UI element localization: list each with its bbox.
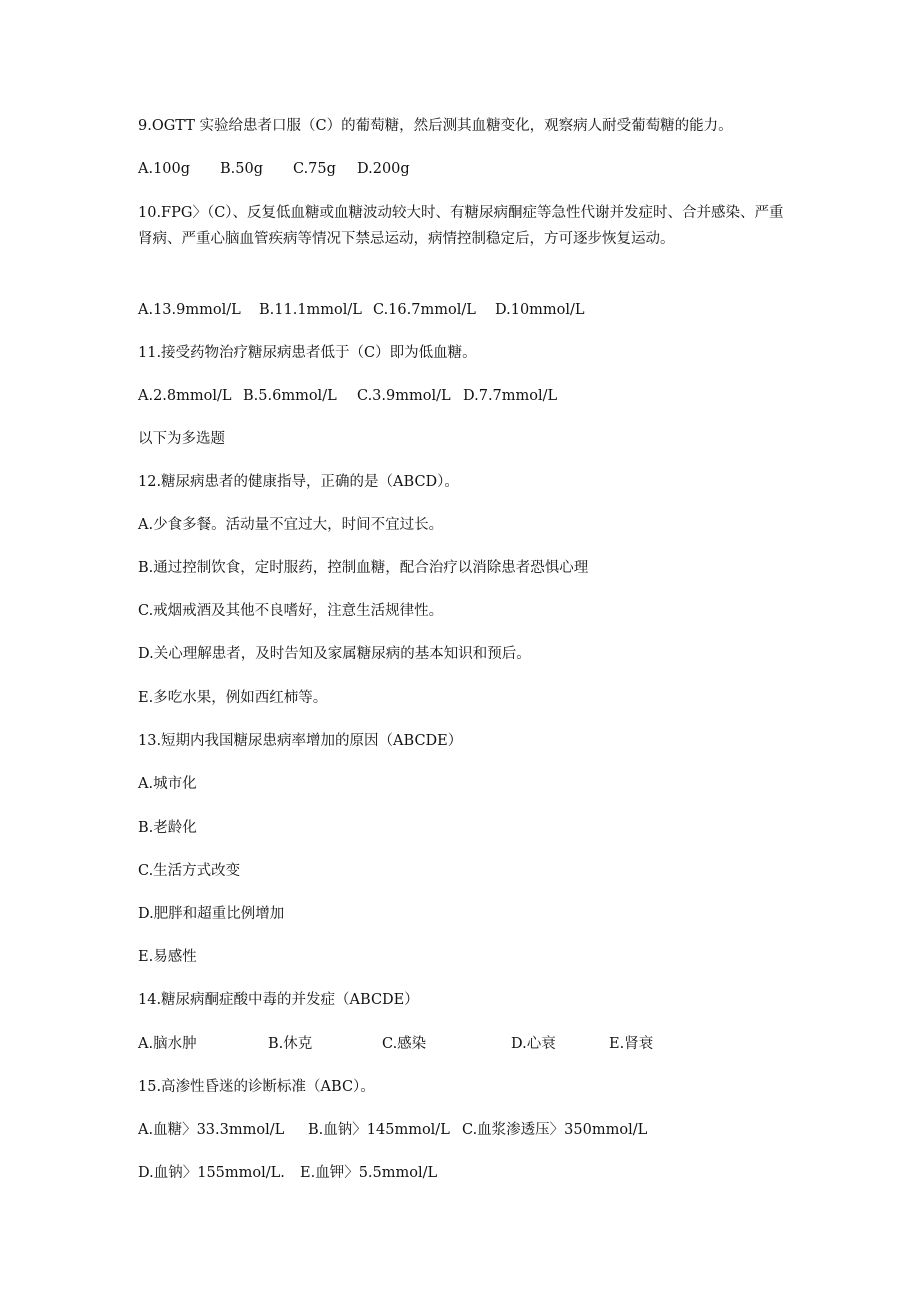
question-11-option-d: D.7.7mmol/L [463, 388, 558, 404]
question-9-option-b: B.50g [220, 161, 263, 177]
question-9-option-c: C.75g [293, 161, 336, 177]
question-15-option-d: D.血钠〉155mmol/L. [138, 1165, 285, 1181]
question-9-option-a: A.100g [138, 161, 191, 177]
question-14-stem: 14.糖尿病酮症酸中毒的并发症（ABCDE） [138, 992, 419, 1008]
question-12-stem: 12.糖尿病患者的健康指导，正确的是（ABCD）。 [138, 474, 459, 490]
question-13-option-b: B.老龄化 [138, 820, 197, 836]
question-13-option-e: E.易感性 [138, 949, 197, 965]
question-15-option-e: E.血钾〉5.5mmol/L [300, 1165, 438, 1181]
question-14-option-e: E.肾衰 [609, 1036, 654, 1052]
question-10-stem: 10.FPG〉（C）、反复低血糖或血糖波动较大时、有糖尿病酮症等急性代谢并发症时、合并感染、严重肾病、严重心脑血管疾病等情况下禁忌运动，病情控制稳定后，方可逐步恢复运动。 [138, 205, 784, 247]
question-9-option-d: D.200g [357, 161, 410, 177]
question-10-option-a: A.13.9mmol/L [138, 302, 241, 318]
question-9-stem: 9.OGTT 实验给患者口服（C）的葡萄糖，然后测其血糖变化，观察病人耐受葡萄糖的能力。 [138, 118, 733, 134]
section-heading-multiple-choice: 以下为多选题 [138, 431, 225, 447]
question-13-stem: 13.短期内我国糖尿患病率增加的原因（ABCDE） [138, 733, 463, 749]
question-12-option-d: D.关心理解患者，及时告知及家属糖尿病的基本知识和预后。 [138, 646, 531, 662]
question-11-option-c: C.3.9mmol/L [357, 388, 451, 404]
question-10-option-b: B.11.1mmol/L [259, 302, 362, 318]
question-14-option-c: C.感染 [382, 1036, 427, 1052]
question-15-stem: 15.高渗性昏迷的诊断标准（ABC）。 [138, 1079, 375, 1095]
question-13-option-a: A.城市化 [138, 776, 197, 792]
question-11-option-a: A.2.8mmol/L [138, 388, 232, 404]
question-13-option-d: D.肥胖和超重比例增加 [138, 906, 285, 922]
question-10-option-c: C.16.7mmol/L [373, 302, 476, 318]
question-14-option-b: B.休克 [268, 1036, 313, 1052]
question-12-option-c: C.戒烟戒酒及其他不良嗜好，注意生活规律性。 [138, 603, 444, 619]
question-12-option-a: A.少食多餐。活动量不宜过大，时间不宜过长。 [138, 517, 444, 533]
question-13-option-c: C.生活方式改变 [138, 863, 241, 879]
question-11-stem: 11.接受药物治疗糖尿病患者低于（C）即为低血糖。 [138, 345, 477, 361]
question-15-option-a: A.血糖〉33.3mmol/L [138, 1122, 285, 1138]
question-12-option-b: B.通过控制饮食，定时服药，控制血糖，配合治疗以消除患者恐惧心理 [138, 560, 589, 576]
question-15-option-c: C.血浆渗透压〉350mmol/L [462, 1122, 648, 1138]
question-12-option-e: E.多吃水果，例如西红柿等。 [138, 690, 328, 706]
question-10-option-d: D.10mmol/L [495, 302, 585, 318]
question-11-option-b: B.5.6mmol/L [243, 388, 337, 404]
question-14-option-a: A.脑水肿 [138, 1036, 197, 1052]
question-15-option-b: B.血钠〉145mmol/L [308, 1122, 450, 1138]
question-14-option-d: D.心衰 [511, 1036, 556, 1052]
